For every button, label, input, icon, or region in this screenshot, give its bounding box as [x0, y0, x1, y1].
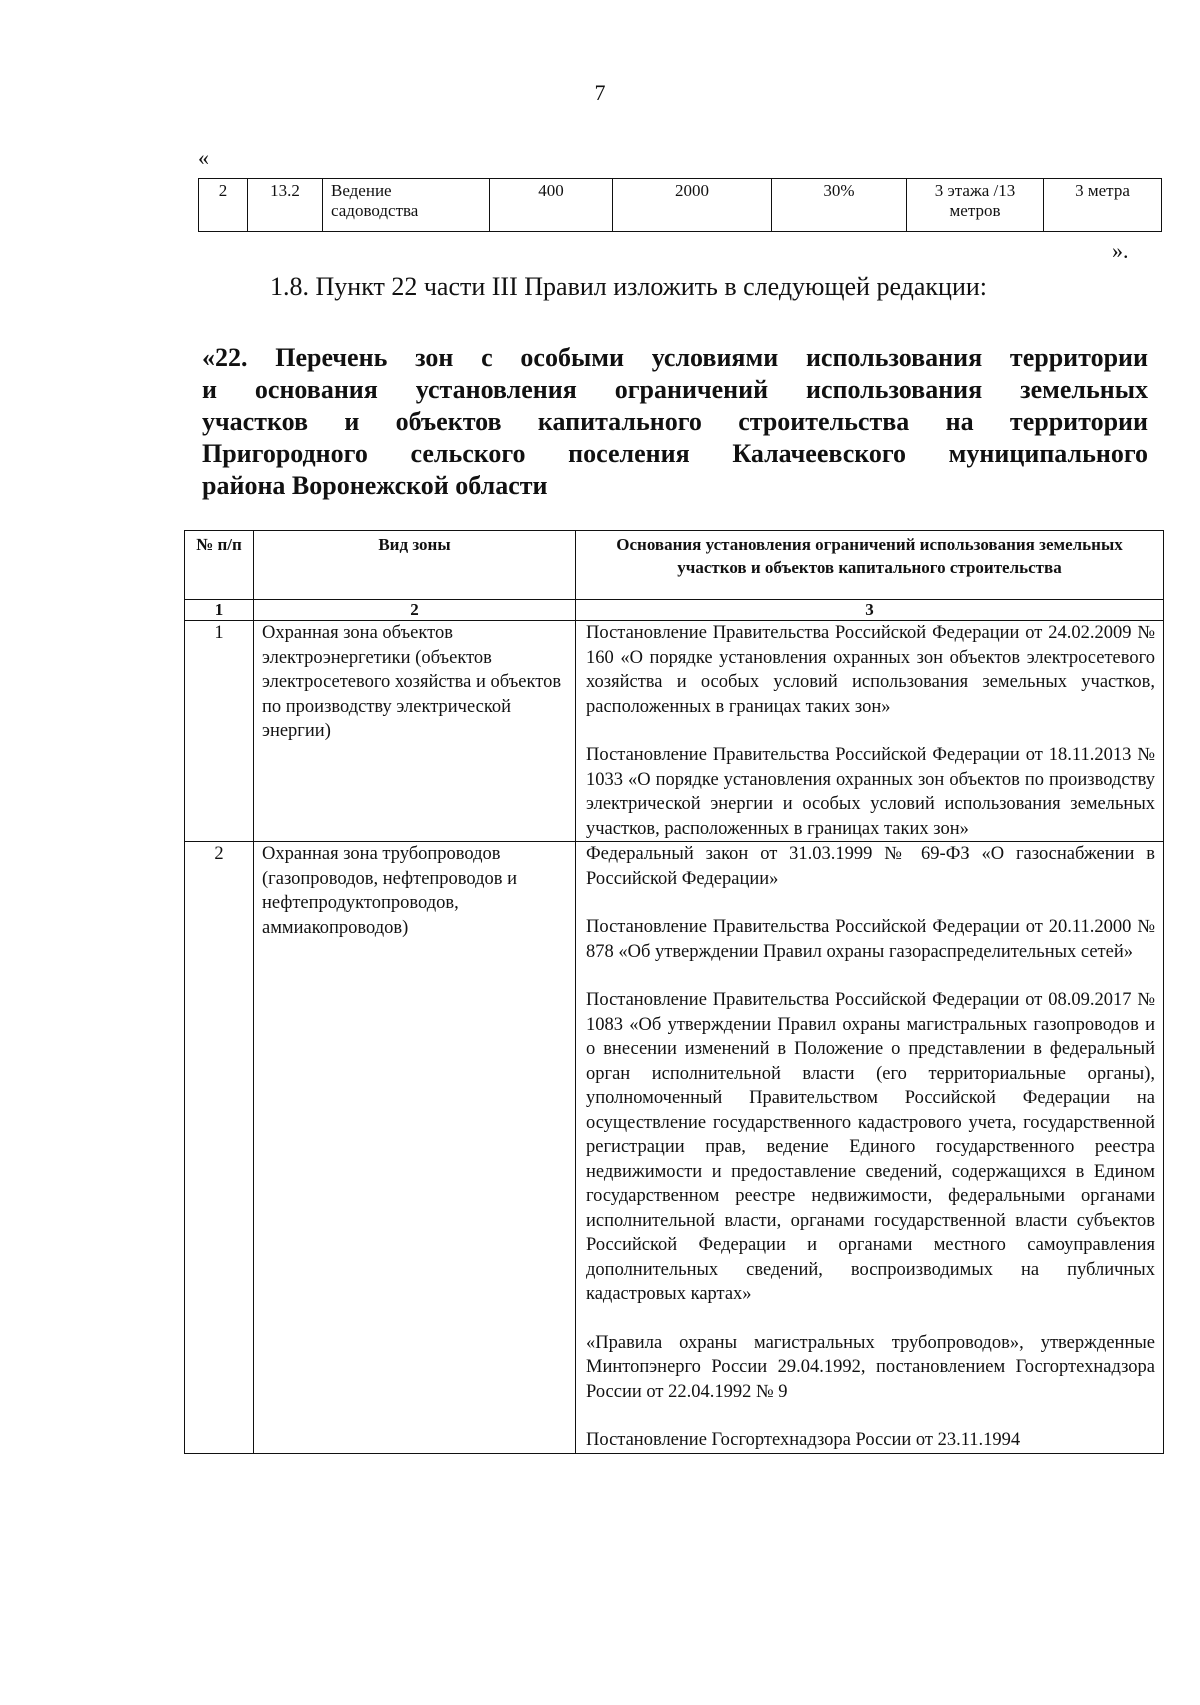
cell-land-use: Ведение садоводства [323, 179, 490, 232]
table-row [199, 179, 1162, 232]
basis-paragraph: Постановление Правительства Российской Федерации от 24.02.2009 № 160 «О порядке установления охранных зон объектов электросетевого хозяйства и особых условий использования земельных участков, расположенных в границах таких зон» [586, 623, 1155, 717]
basis-paragraph: Постановление Правительства Российской Федерации от 08.09.2017 № 1083 «Об утверждении Правил охраны магистральных газопроводов и о внесении изменений в Положение о представлении в федеральный орган исполнительной власти (его территориальные органы), уполномоченный Правительством Российской Федерации на осуществление государственного кадастрового учета, государственной регистрации прав, ведение Единого государственного реестра недвижимости и предоставление сведений, содержащихся в Едином государственном реестре недвижимости, федеральными органами исполнительной власти, органами государственной власти субъектов Российской Федерации и органами местного самоуправления дополнительных сведений, воспроизводимых на публичных кадастровых картах» [586, 990, 1155, 1304]
basis-cell [576, 621, 1164, 842]
column-number: 3 [576, 600, 1164, 621]
title-line: района Воронежской области [202, 471, 548, 500]
cell-max-floors: 3 этажа /13 метров [907, 179, 1044, 232]
table-row [185, 621, 1164, 842]
basis-paragraph: Постановление Правительства Российской Федерации от 18.11.2013 № 1033 «О порядке установления охранных зон объектов по производству электрической энергии и особых условий использования земельных участков, расположенных в границах таких зон» [586, 745, 1155, 839]
closing-quote: ». [1112, 238, 1129, 263]
row-number: 1 [185, 621, 254, 842]
section-title [202, 342, 1148, 502]
restrictions-table [184, 530, 1164, 1454]
header-zone-type-text: Вид зоны [378, 535, 451, 554]
cell-setback: 3 метра [1044, 179, 1162, 232]
title-line: «22. Перечень зон с особыми условиями использования территории [202, 343, 1148, 372]
basis-cell [576, 842, 1164, 1454]
table-row [185, 842, 1164, 1454]
title-line: Пригородного сельского поселения Калачеевского муниципального [202, 439, 1148, 468]
section-heading: 1.8. Пункт 22 части III Правил изложить в следующей редакции: [270, 272, 988, 301]
basis-paragraph: Постановление Правительства Российской Федерации от 20.11.2000 № 878 «Об утверждении Правил охраны газораспределительных сетей» [586, 917, 1155, 962]
header-number-text: № п/п [196, 535, 242, 554]
header-basis [576, 531, 1164, 600]
cell-row-number: 2 [199, 179, 248, 232]
table-header-row [185, 531, 1164, 600]
zone-type: Охранная зона трубопроводов (газопроводов, нефтепроводов и нефтепродуктопроводов, аммиакопроводов) [254, 842, 576, 1454]
header-number [185, 531, 254, 600]
basis-paragraph: Федеральный закон от 31.03.1999 № 69-ФЗ «О газоснабжении в Российской Федерации» [586, 844, 1155, 889]
opening-quote: « [198, 145, 209, 170]
page-number: 7 [594, 80, 606, 105]
cell-coverage: 30% [772, 179, 907, 232]
basis-paragraph: Постановление Госгортехнадзора России от 23.11.1994 [586, 1430, 1021, 1450]
basis-paragraph: «Правила охраны магистральных трубопроводов», утвержденные Минтопэнерго России 29.04.1992, постановлением Госгортехнадзора России от 22.04.1992 № 9 [586, 1332, 1155, 1402]
cell-zone-code: 13.2 [248, 179, 323, 232]
row-number: 2 [185, 842, 254, 1454]
header-basis-text: Основания установления ограничений использования земельных участков и объектов капитального строительства [616, 535, 1123, 577]
column-number: 1 [185, 600, 254, 621]
cell-min-area: 400 [490, 179, 613, 232]
zone-type: Охранная зона объектов электроэнергетики (объектов электросетевого хозяйства и объектов по производству электрической энергии) [254, 621, 576, 842]
header-zone-type [254, 531, 576, 600]
column-number-row [185, 600, 1164, 621]
zone-parameters-table [198, 178, 1162, 232]
title-line: и основания установления ограничений использования земельных [202, 375, 1148, 404]
title-line: участков и объектов капитального строительства на территории [202, 407, 1148, 436]
cell-max-area: 2000 [613, 179, 772, 232]
column-number: 2 [254, 600, 576, 621]
